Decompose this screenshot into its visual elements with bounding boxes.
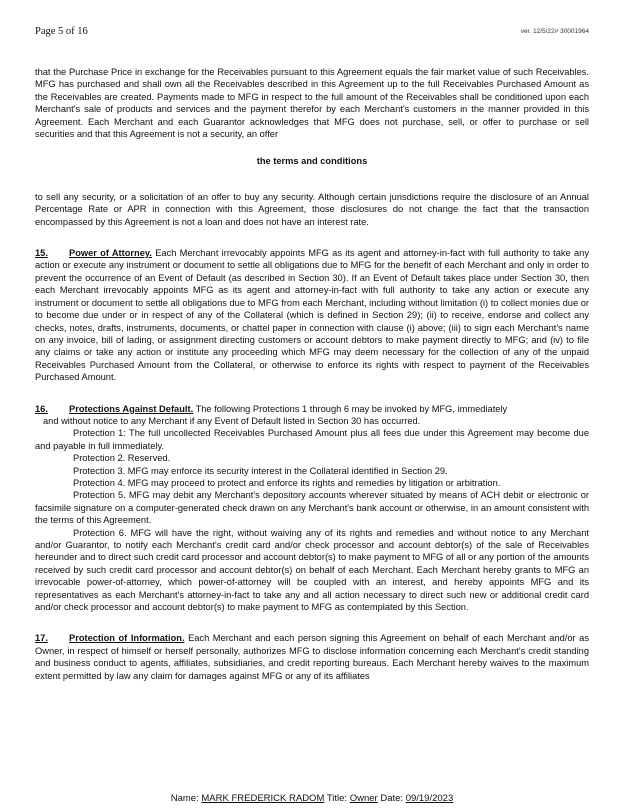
signature-date: 09/19/2023 (405, 793, 454, 804)
protection-3: Protection 3. MFG may enforce its security interest in the Collateral identified in Section 29. (73, 465, 448, 476)
section-17 (35, 632, 589, 682)
section-15-title: Power of Attorney. (69, 248, 152, 259)
protection-5: Protection 5. MFG may debit any Merchant's depository accounts wherever situated by means of ACH debit or electronic or facsimile signature on a computer-generated check drawn on any Merchant's bank account or otherwise, in an amount consistent with the terms of this Agreement. (35, 490, 589, 526)
protection-1: Protection 1: The full uncollected Receivables Purchased Amount plus all fees due under this Agreement may become due and payable in full immediately. (35, 428, 589, 451)
section-16-title: Protections Against Default. (69, 403, 194, 414)
section-17-text: Each Merchant and each person signing this Agreement on behalf of each Merchant and/or as Owner, in respect of himself or herself personally, authorizes MFG to disclose information concerning each Merchant's credit standing and business conduct to agents, affiliates, subsidiaries, and credit reporting bureaus. Each Merchant hereby waives to the maximum extent permitted by law any claim for damages against MFG or any of its affiliates (35, 633, 589, 681)
protection-6: Protection 6. MFG will have the right, without waiving any of its rights and remedies and without notice to any Merchant and/or Guarantor, to notify each Merchant's credit card and/or check processor and account debtor(s) of the sale of Receivables hereunder and to direct such credit card processor and account debtor(s) to make payment to MFG of all or any portion of the amounts received by such credit card processor and account debtor(s) on behalf of each Merchant. Each Merchant hereby grants to MFG an irrevocable power-of-attorney, which power-of-attorney will be coupled with an interest, and hereby appoints MFG and its representatives as each Merchant's attorney-in-fact to take any and all action necessary to direct such new or additional credit card and/or check processor and account debtor(s) to make payment to MFG as contemplated by this Section. (35, 527, 589, 613)
title-label: Title: (326, 793, 348, 804)
section-16-lead-text: The following Protections 1 through 6 may be invoked by MFG, immediately (193, 403, 508, 414)
section-16-lead-2: and without notice to any Merchant if any Event of Default listed in Section 30 has occurred. (43, 415, 421, 426)
intro-paragraph-2: to sell any security, or a solicitation of an offer to buy any security. Although certain jurisdictions require the disclosure of an Annual Percentage Rate or APR in connection with this Agreement, those disclosures do not change the fact that the transaction encompassed by this Agreement is not a loan and does not have an interest rate. (35, 191, 589, 227)
document-body (35, 66, 589, 682)
section-15-number: 15. (35, 248, 48, 259)
date-label: Date: (380, 793, 404, 804)
section-17-number: 17. (35, 633, 48, 644)
terms-heading: the terms and conditions (256, 156, 368, 167)
section-15-text: Each Merchant irrevocably appoints MFG as its agent and attorney-in-fact with full authority to take any action or execute any instrument or document to settle all obligations due to MFG for the benefit of each Merchant and only in order to prevent the occurrence of an Event of Default (as described in Section 30). If an Event of Default takes place under Section 30, then each Merchant irrevocably appoints MFG as its agent and attorney-in-fact with full authority to take any action or execute any instrument or document to settle all obligations due to MFG from each Merchant, including without limitation (i) to collect monies due or to become due under or in respect of any of the Collateral (which is defined in Section 29); (ii) to receive, endorse and collect any checks, notes, drafts, instruments, documents, or chattel paper in connection with clause (i) above; (iii) to sign each Merchant's name on any invoice, bill of lading, or assignment directing customers or account debtors to make payment directly to MFG; and (iv) to file any claims or take any action or institute any proceeding which MFG may deem necessary for the collection of any of the unpaid Receivables Purchased Amount from the Collateral, or otherwise to enforce its rights with respect to payment of the Receivables Purchased Amount. (35, 248, 589, 383)
protection-2: Protection 2. Reserved. (73, 453, 171, 464)
version-label: ver. 12/5/22# 30001964 (520, 28, 589, 35)
section-16-number: 16. (35, 403, 48, 414)
section-17-title: Protection of Information. (69, 633, 185, 644)
page-number: Page 5 of 16 (35, 26, 88, 37)
signer-name: MARK FREDERICK RADOM (201, 793, 325, 804)
name-label: Name: (170, 793, 199, 804)
section-15 (35, 247, 589, 383)
signer-title: Owner (349, 793, 378, 804)
intro-paragraph-1: that the Purchase Price in exchange for the Receivables pursuant to this Agreement equals the fair market value of such Receivables. MFG has purchased and shall own all the Receivables described in this Agreement up to the full Receivables Purchased Amount as the Receivables are created. Payments made to MFG in respect to the full amount of the Receivables shall be conditioned upon each Merchant's sale of products and services and the payment therefor by each Merchant's customers in the manner provided in this Agreement. Each Merchant and each Guarantor acknowledges that MFG does not purchase, sell, or offer to purchase or sell securities and that this Agreement is not a security, an offer (35, 67, 589, 140)
section-16-lead (35, 403, 589, 415)
signature-footer (0, 793, 624, 804)
protection-4: Protection 4. MFG may proceed to protect and enforce its rights and remedies by litigation or arbitration. (73, 477, 501, 488)
